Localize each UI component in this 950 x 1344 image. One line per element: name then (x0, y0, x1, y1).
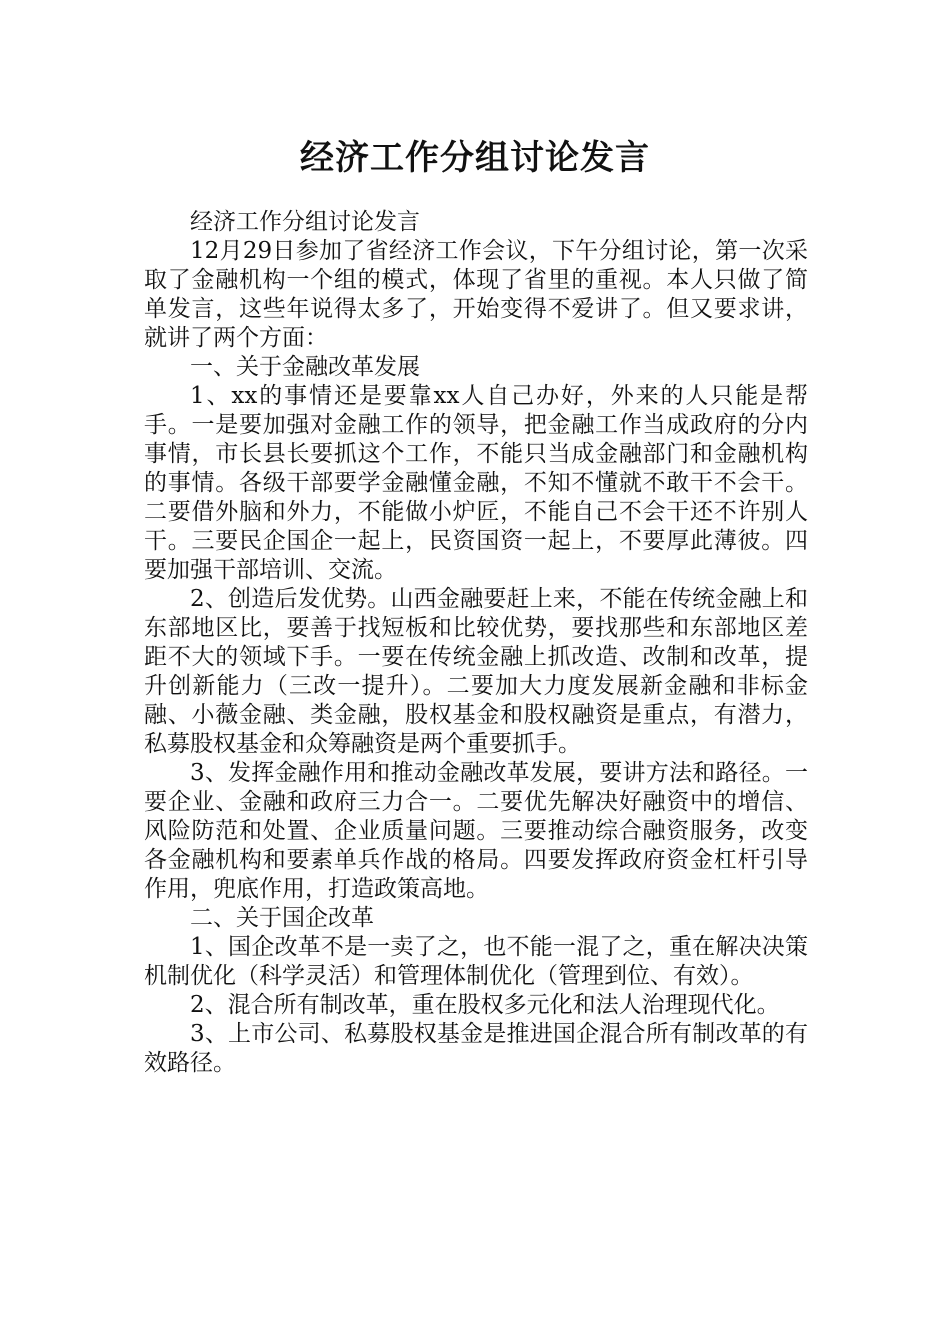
paragraph-financial-1: 1、xx的事情还是要靠xx人自己办好，外来的人只能是帮手。一是要加强对金融工作的领导，把金融工作当成政府的分内事情，市长县长要抓这个工作，不能只当成金融部门和金融机构的事情。各级干部要学金融懂金融，不知不懂就不敢干不会干。二要借外脑和外力，不能做小炉匠，不能自己不会干还不许别人干。三要民企国企一起上，民资国资一起上，不要厚此薄彼。四要加强干部培训、交流。 (144, 383, 808, 583)
document-title: 经济工作分组讨论发言 (300, 138, 650, 178)
paragraph-subtitle: 经济工作分组讨论发言 (190, 209, 420, 235)
section-heading-financial-reform: 一、关于金融改革发展 (190, 354, 420, 380)
paragraph-soe-1: 1、国企改革不是一卖了之，也不能一混了之，重在解决决策机制优化（科学灵活）和管理体制优化（管理到位、有效）。 (144, 934, 808, 989)
paragraph-financial-2: 2、创造后发优势。山西金融要赶上来，不能在传统金融上和东部地区比，要善于找短板和比较优势，要找那些和东部地区差距不大的领域下手。一要在传统金融上抓改造、改制和改革，提升创新能力（三改一提升）。二要加大力度发展新金融和非标金融、小薇金融、类金融，股权基金和股权融资是重点，有潜力，私募股权基金和众筹融资是两个重要抓手。 (144, 586, 808, 757)
paragraph-soe-3: 3、上市公司、私募股权基金是推进国企混合所有制改革的有效路径。 (144, 1021, 808, 1076)
paragraph-intro: 12月29日参加了省经济工作会议，下午分组讨论，第一次采取了金融机构一个组的模式，体现了省里的重视。本人只做了简单发言，这些年说得太多了，开始变得不爱讲了。但又要求讲，就讲了两个方面： (144, 238, 808, 351)
paragraph-soe-2: 2、混合所有制改革，重在股权多元化和法人治理现代化。 (190, 992, 780, 1018)
document-body (144, 208, 808, 1078)
section-heading-soe-reform: 二、关于国企改革 (190, 905, 374, 931)
paragraph-financial-3: 3、发挥金融作用和推动金融改革发展，要讲方法和路径。一要企业、金融和政府三力合一。二要优先解决好融资中的增信、风险防范和处置、企业质量问题。三要推动综合融资服务，改变各金融机构和要素单兵作战的格局。四要发挥政府资金杠杆引导作用，兜底作用，打造政策高地。 (144, 760, 808, 902)
